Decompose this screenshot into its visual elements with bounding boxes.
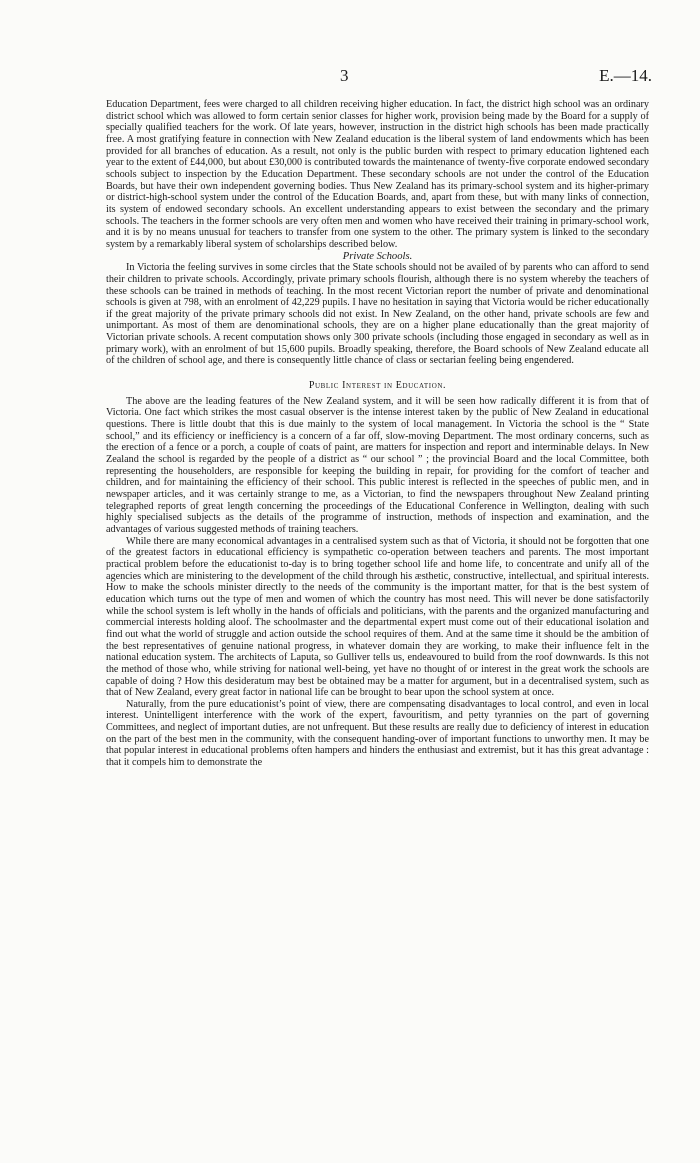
page-number: 3 — [340, 66, 349, 85]
paragraph-private-schools: In Victoria the feeling survives in some circles that the State schools should not be availed of by parents who can afford to send their children to private schools. Accordingly, private primary schools flourish, although there is no system whereby the teachers of these schools can be trained in methods of teaching. In the most recent Victorian report the number of private and denominational schools is given at 798, with an enrolment of 42,229 pupils. I have no hesitation in saying that Victoria would be richer educationally if the great majority of the private primary schools did not exist. In New Zealand, on the other hand, private schools are few and unimportant. As most of them are denominational schools, they are on a higher plane educationally than the great majority of Victorian private schools. A recent computation shows only 300 private schools (including those engaged in secondary as well as in primary work), with an enrolment of but 15,600 pupils. Broadly speaking, therefore, the Board schools of New Zealand educate all of the children of school age, and there is consequently little chance of class or sectarian feeling being engendered. — [106, 262, 649, 367]
document-code: E.—14. — [599, 66, 652, 85]
paragraph-public-interest-1: The above are the leading features of the New Zealand system, and it will be seen how radically different it is from that of Victoria. One fact which strikes the most casual observer is the intense interest taken by the public of New Zealand in educational questions. There is little doubt that this is due mainly to the system of local management. In Victoria the school is the “ State school,” and its efficiency or inefficiency is a concern of a far off, slow-moving Department. The most ordinary concerns, such as the erection of a fence or a porch, a couple of coats of paint, are matters for inspection and report and interminable delays. In New Zealand the school is regarded by the people of a district as “ our school ” ; the provincial Board and the local Committee, both representing the householders, are responsible for keeping the building in repair, for providing for the comfort of teacher and children, and for maintaining the efficiency of their school. This public interest is reflected in the speeches of public men, and in newspaper articles, and it was certainly strange to me, as a Victorian, to find the newspapers throughout New Zealand printing telegraphed reports of great length concerning the proceedings of the Educational Conference in Wellington, dealing with such highly specialised subjects as the details of the programme of instruction, methods of inspection and examination, and the advantages of various suggested methods of training teachers. — [106, 395, 649, 535]
page-header — [0, 66, 700, 90]
paragraph-intro: Education Department, fees were charged to all children receiving higher education. In fact, the district high school was an ordinary district school which was allowed to form certain senior classes for higher work, provision being made by the Board for a supply of specially qualified teachers for the work. Of late years, however, instruction in the district high schools has been made practically free. A most gratifying feature in connection with New Zealand education is the liberal system of land endowments which has been provided for all branches of education. As a result, not only is the public burden with respect to primary education lightened each year to the extent of £44,000, but about £30,000 is contributed towards the maintenance of twenty-five corporate endowed secondary schools subject to inspection by the Education Department. These secondary schools are not under the control of the Education Boards, but have their own independent governing bodies. Thus New Zealand has its primary-school system and its higher-primary or district-high-school system under the control of the Education Boards, and, apart from these, but with many links of connection, its system of endowed secondary schools. An excellent understanding appears to exist between the secondary and the primary schools. The teachers in the former schools are very often men and women who have received their training in primary-school work, and it is by no means unusual for teachers to transfer from one system to the other. The primary system is linked to the secondary system by a remarkably liberal system of scholarships described below. — [106, 99, 649, 250]
section-heading-private-schools: Private Schools. — [342, 250, 413, 262]
paragraph-public-interest-3: Naturally, from the pure educationist’s point of view, there are compensating disadvantages to local control, and even in local interest. Unintelligent interference with the work of the expert, favouritism, and petty tyrannies on the part of governing Committees, and neglect of important duties, are not unfrequent. But these results are really due to deficiency of interest in education on the part of the best men in the community, with the consequent handing-over of important functions to unworthy men. It may be that popular interest in educational problems often hampers and hinders the enthusiast and extremist, but it has this great advantage : that it compels him to demonstrate the — [106, 698, 649, 769]
paragraph-public-interest-2: While there are many economical advantages in a centralised system such as that of Victoria, it should not be forgotten that one of the greatest factors in educational efficiency is sympathetic co-operation between teachers and parents. The most important practical problem before the educationist to-day is to bring together school life and home life, to concentrate and unify all of the agencies which are ministering to the development of the child through his æsthetic, constructive, intellectual, and spiritual interests. How to make the schools minister directly to the needs of the community is the important matter, for that is the best system of education which turns out the type of men and women of which the country has most need. This will never be done satisfactorily while the school system is left wholly in the hands of officials and politicians, with the parents and the organized manufacturing and commercial interests holding aloof. The schoolmaster and the departmental expert must come out of their educational isolation and find out what the world of struggle and action outside the school requires of them. And at the same time it should be the ambition of the best representatives of genuine national progress, in whatever domain they are working, to make their influence felt in the national education system. The architects of Laputa, so Gulliver tells us, endeavoured to build from the roof downwards. Is this not the method of those who, while striving for national well-being, yet have no thought of or interest in the great work the schools are capable of doing ? How this desideratum may best be obtained may be a matter for argument, but in a decentralised system, such as that of New Zealand, every great factor in national life can be brought to bear upon the school system at once. — [106, 535, 649, 699]
body-text — [106, 99, 649, 769]
section-heading-public-interest: Public Interest in Education. — [308, 380, 447, 392]
